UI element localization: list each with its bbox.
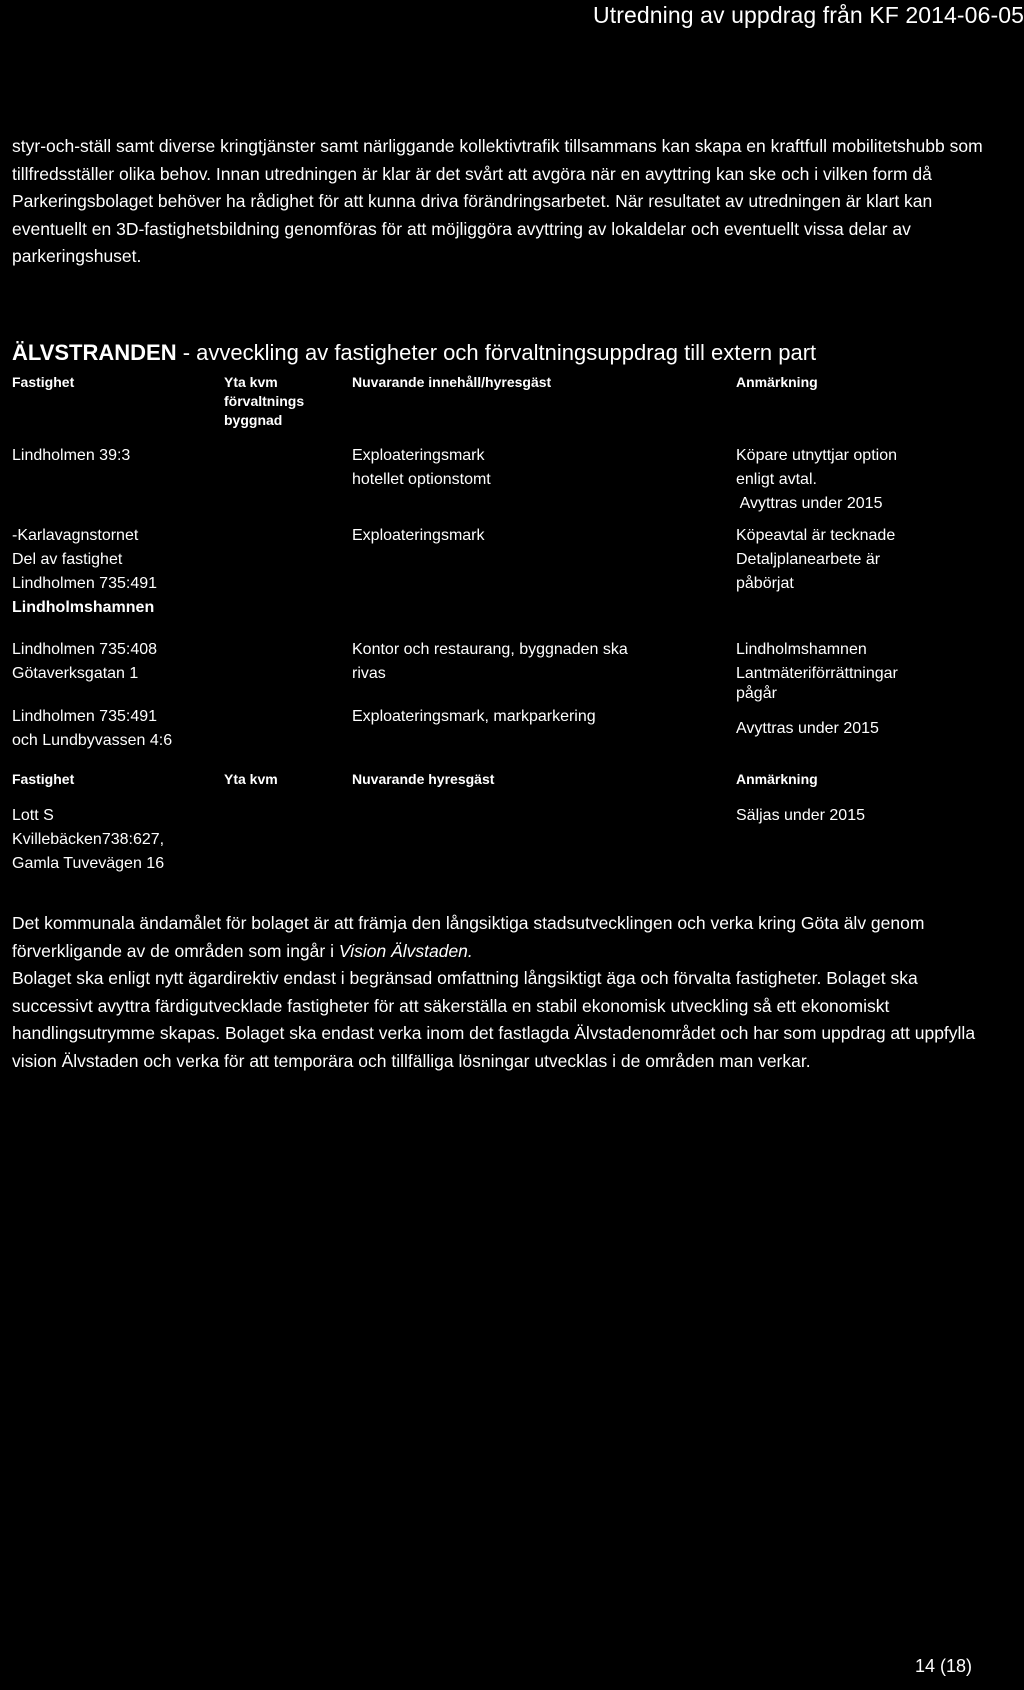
cell-anmarkning: Säljas under 2015 (736, 807, 865, 824)
table-row (736, 524, 1016, 596)
intro-paragraph: styr-och-ställ samt diverse kringtjänster samt närliggande kollektivtrafik tillsammans kan skapa en kraftfull mobilitetshubb som tillfredsställer olika behov. Innan utredningen är klar är det svårt att avgöra när en avyttring kan ske och i vilken form då Parkeringsbolaget behöver ha rådighet för att kunna driva förändringsarbetet. När resultatet av utredningen är klart kan eventuellt en 3D-fastighetsbildning genomföras för att möjliggöra avyttring av lokaldelar och eventuellt vissa delar av parkeringshuset. (12, 136, 983, 266)
table2-header-anmarkning: Anmärkning (736, 771, 818, 787)
header-title: Utredning av uppdrag från KF 2014-06-05 (593, 2, 1024, 28)
table-row (352, 444, 712, 492)
cell-anmarkning: påbörjat (736, 575, 794, 592)
cell-anmarkning: Köpare utnyttjar option (736, 447, 897, 464)
cell-anmarkning: pågår (736, 685, 777, 702)
cell-fastighet: Del av fastighet (12, 551, 123, 568)
table1-header-anmarkning: Anmärkning (736, 374, 818, 390)
cell-innehall: Exploateringsmark, markparkering (352, 708, 596, 725)
page-number: 14 (18) (914, 1656, 972, 1676)
section-heading-rest: - avveckling av fastigheter och förvaltningsuppdrag till extern part (176, 340, 817, 365)
section-heading-strong: ÄLVSTRANDEN (12, 340, 177, 365)
table-row (736, 638, 1016, 702)
cell-fastighet: och Lundbyvassen 4:6 (12, 732, 173, 749)
table-row (12, 705, 212, 753)
table-row (736, 717, 1016, 741)
cell-anmarkning: enligt avtal. (736, 471, 817, 488)
cell-innehall: hotellet optionstomt (352, 471, 491, 488)
table-row (352, 705, 712, 729)
cell-fastighet: Lindholmen 735:408 (12, 641, 158, 658)
cell-fastighet: Kvillebäcken738:627, (12, 831, 165, 848)
cell-innehall: Exploateringsmark (352, 527, 485, 544)
table1-header-fastighet: Fastighet (12, 374, 75, 390)
cell-fastighet: Gamla Tuvevägen 16 (12, 855, 165, 872)
table-row (352, 524, 712, 548)
vision-alvstaden-italic: Vision Älvstaden. (338, 940, 473, 961)
cell-fastighet: Lott S (12, 807, 54, 824)
cell-innehall: rivas (352, 665, 386, 682)
table-row (12, 444, 212, 468)
table-row (12, 524, 212, 620)
table1-header-yta-line1: Yta kvm (224, 374, 278, 390)
cell-fastighet: Lindholmen 735:491 (12, 708, 158, 725)
table1-header-yta (224, 373, 344, 430)
table1-header-yta-line3: byggnad (224, 412, 283, 428)
section-heading (12, 340, 816, 366)
cell-fastighet-bold: Lindholmshamnen (12, 599, 155, 616)
cell-fastighet: Lindholmen 735:491 (12, 575, 158, 592)
cell-anmarkning: Lindholmshamnen (736, 641, 867, 658)
table-row (12, 804, 212, 876)
cell-innehall: Exploateringsmark (352, 447, 485, 464)
table2-header-hyresgast: Nuvarande hyresgäst (352, 771, 495, 787)
table-row (736, 444, 1016, 516)
closing-text (12, 910, 1002, 1075)
table-row (736, 804, 1016, 828)
closing-paragraph-b: Bolaget ska enligt nytt ägardirektiv endast i begränsad omfattning långsiktigt äga och förvalta fastigheter. Bolaget ska successivt avyttra färdigutvecklade fastigheter för att säkerställa en stabil ekonomisk utveckling så ett ekonomiskt handlingsutrymme skapas. Bolaget ska endast verka inom det fastlagda Älvstadenområdet och har som uppdrag att uppfylla vision Älvstaden och verka för att temporära och tillfälliga lösningar utvecklas i de områden man verkar. (12, 968, 976, 1071)
cell-anmarkning: Avyttras under 2015 (736, 720, 879, 737)
cell-anmarkning: Detaljplanearbete är (736, 551, 881, 568)
cell-fastighet: Lindholmen 39:3 (12, 447, 131, 464)
table-row (352, 638, 712, 686)
cell-fastighet: -Karlavagnstornet (12, 527, 139, 544)
closing-paragraph-a-text: Det kommunala ändamålet för bolaget är att främja den långsiktiga stadsutvecklingen och verka kring Göta älv genom förverkligande av de områden som ingår i (12, 913, 925, 961)
table2-header-yta: Yta kvm (224, 771, 278, 787)
closing-paragraph-a (12, 910, 1002, 965)
table2-header-fastighet: Fastighet (12, 771, 75, 787)
cell-anmarkning: Avyttras under 2015 (736, 495, 883, 512)
cell-innehall: Kontor och restaurang, byggnaden ska (352, 641, 628, 658)
cell-anmarkning: Köpeavtal är tecknade (736, 527, 896, 544)
table1-header-innehall: Nuvarande innehåll/hyresgäst (352, 374, 552, 390)
table1-header-yta-line2: förvaltnings (224, 393, 305, 409)
cell-anmarkning: Lantmäteriförrättningar (736, 665, 898, 682)
cell-fastighet: Götaverksgatan 1 (12, 665, 139, 682)
table-row (12, 638, 212, 686)
